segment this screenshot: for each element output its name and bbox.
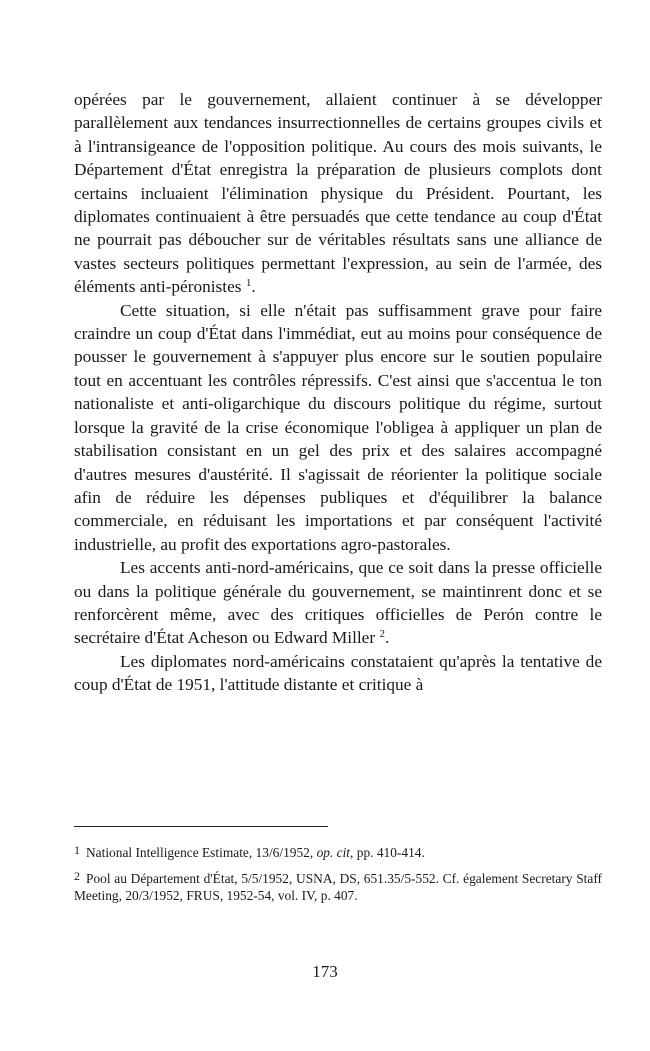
footnote-1-text: National Intelligence Estimate, 13/6/1952, — [86, 845, 317, 860]
paragraph-1-text: opérées par le gouvernement, allaient continuer à se développer parallèlement aux tendances insurrectionnelles de certains groupes civils et à l'intransigeance de l'opposition politique. Au cours des mois suivants, le Département d'État enregistra la préparation de plusieurs complots dont certains incluaient l'élimination physique du Président. Pourtant, les diplomates continuaient à être persuadés que cette tendance au coup d'État ne pourrait pas déboucher sur de véritables résultats sans une alliance de vastes secteurs politiques permettant l'expression, au sein de l'armée, des éléments anti-péronistes — [74, 90, 602, 297]
footnote-1-number: 1 — [74, 843, 80, 857]
footnote-ref-2[interactable]: 2 — [379, 628, 385, 641]
paragraph-4-text: Les diplomates nord-américains constataient qu'après la tentative de coup d'État de 1951, l'attitude distante et critique à — [74, 651, 602, 695]
footnote-2-number: 2 — [74, 868, 80, 883]
page-number: 173 — [312, 962, 338, 981]
paragraph-1 — [74, 88, 602, 299]
footnote-ref-1[interactable]: 1 — [245, 277, 252, 290]
body-text — [74, 88, 602, 697]
footnote-1-emphasis: op. cit — [316, 845, 351, 860]
paragraph-2-text: Cette situation, si elle n'était pas suffisamment grave pour faire craindre un coup d'État dans l'immédiat, eut au moins pour conséquence de pousser le gouvernement à s'appuyer plus encore sur le soutien populaire tout en accentuant les contrôles répressifs. C'est ainsi que s'accentua le ton nationaliste et anti-oligarchique du discours politique du régime, surtout lorsque la gravité de la crise économique l'obligea à appliquer un plan de stabilisation consistant en un gel des prix et des salaires accompagné d'autres mesures d'austérité. Il s'agissait de réorienter la politique sociale afin de réduire les dépenses publiques et d'équilibrer la balance commerciale, en réduisant les importations et par conséquent l'activité industrielle, au profit des exportations agro-pastorales. — [74, 300, 602, 554]
footnote-2 — [74, 868, 602, 905]
paragraph-3-text: Les accents anti-nord-américains, que ce soit dans la presse officielle ou dans la politique générale du gouvernement, se maintinrent donc et se renforcèrent même, avec des critiques officielles de Perón contre le secrétaire d'État Acheson ou Edward Miller — [74, 558, 602, 648]
footnotes — [74, 842, 602, 911]
paragraph-2 — [74, 299, 602, 556]
paragraph-3 — [74, 556, 602, 650]
paragraph-1-end: . — [251, 277, 256, 297]
footnote-separator — [74, 826, 328, 827]
footnote-2-text: Pool au Département d'État, 5/5/1952, USNA, DS, 651.35/5-552. Cf. également Secretary Staff Meeting, 20/3/1952, FRUS, 1952-54, vol. IV, p. 407. — [74, 870, 602, 903]
footnote-1 — [74, 842, 602, 862]
paragraph-3-end: . — [384, 628, 390, 648]
footnote-1-tail: , pp. 410-414. — [350, 845, 425, 860]
paragraph-4 — [74, 650, 602, 697]
